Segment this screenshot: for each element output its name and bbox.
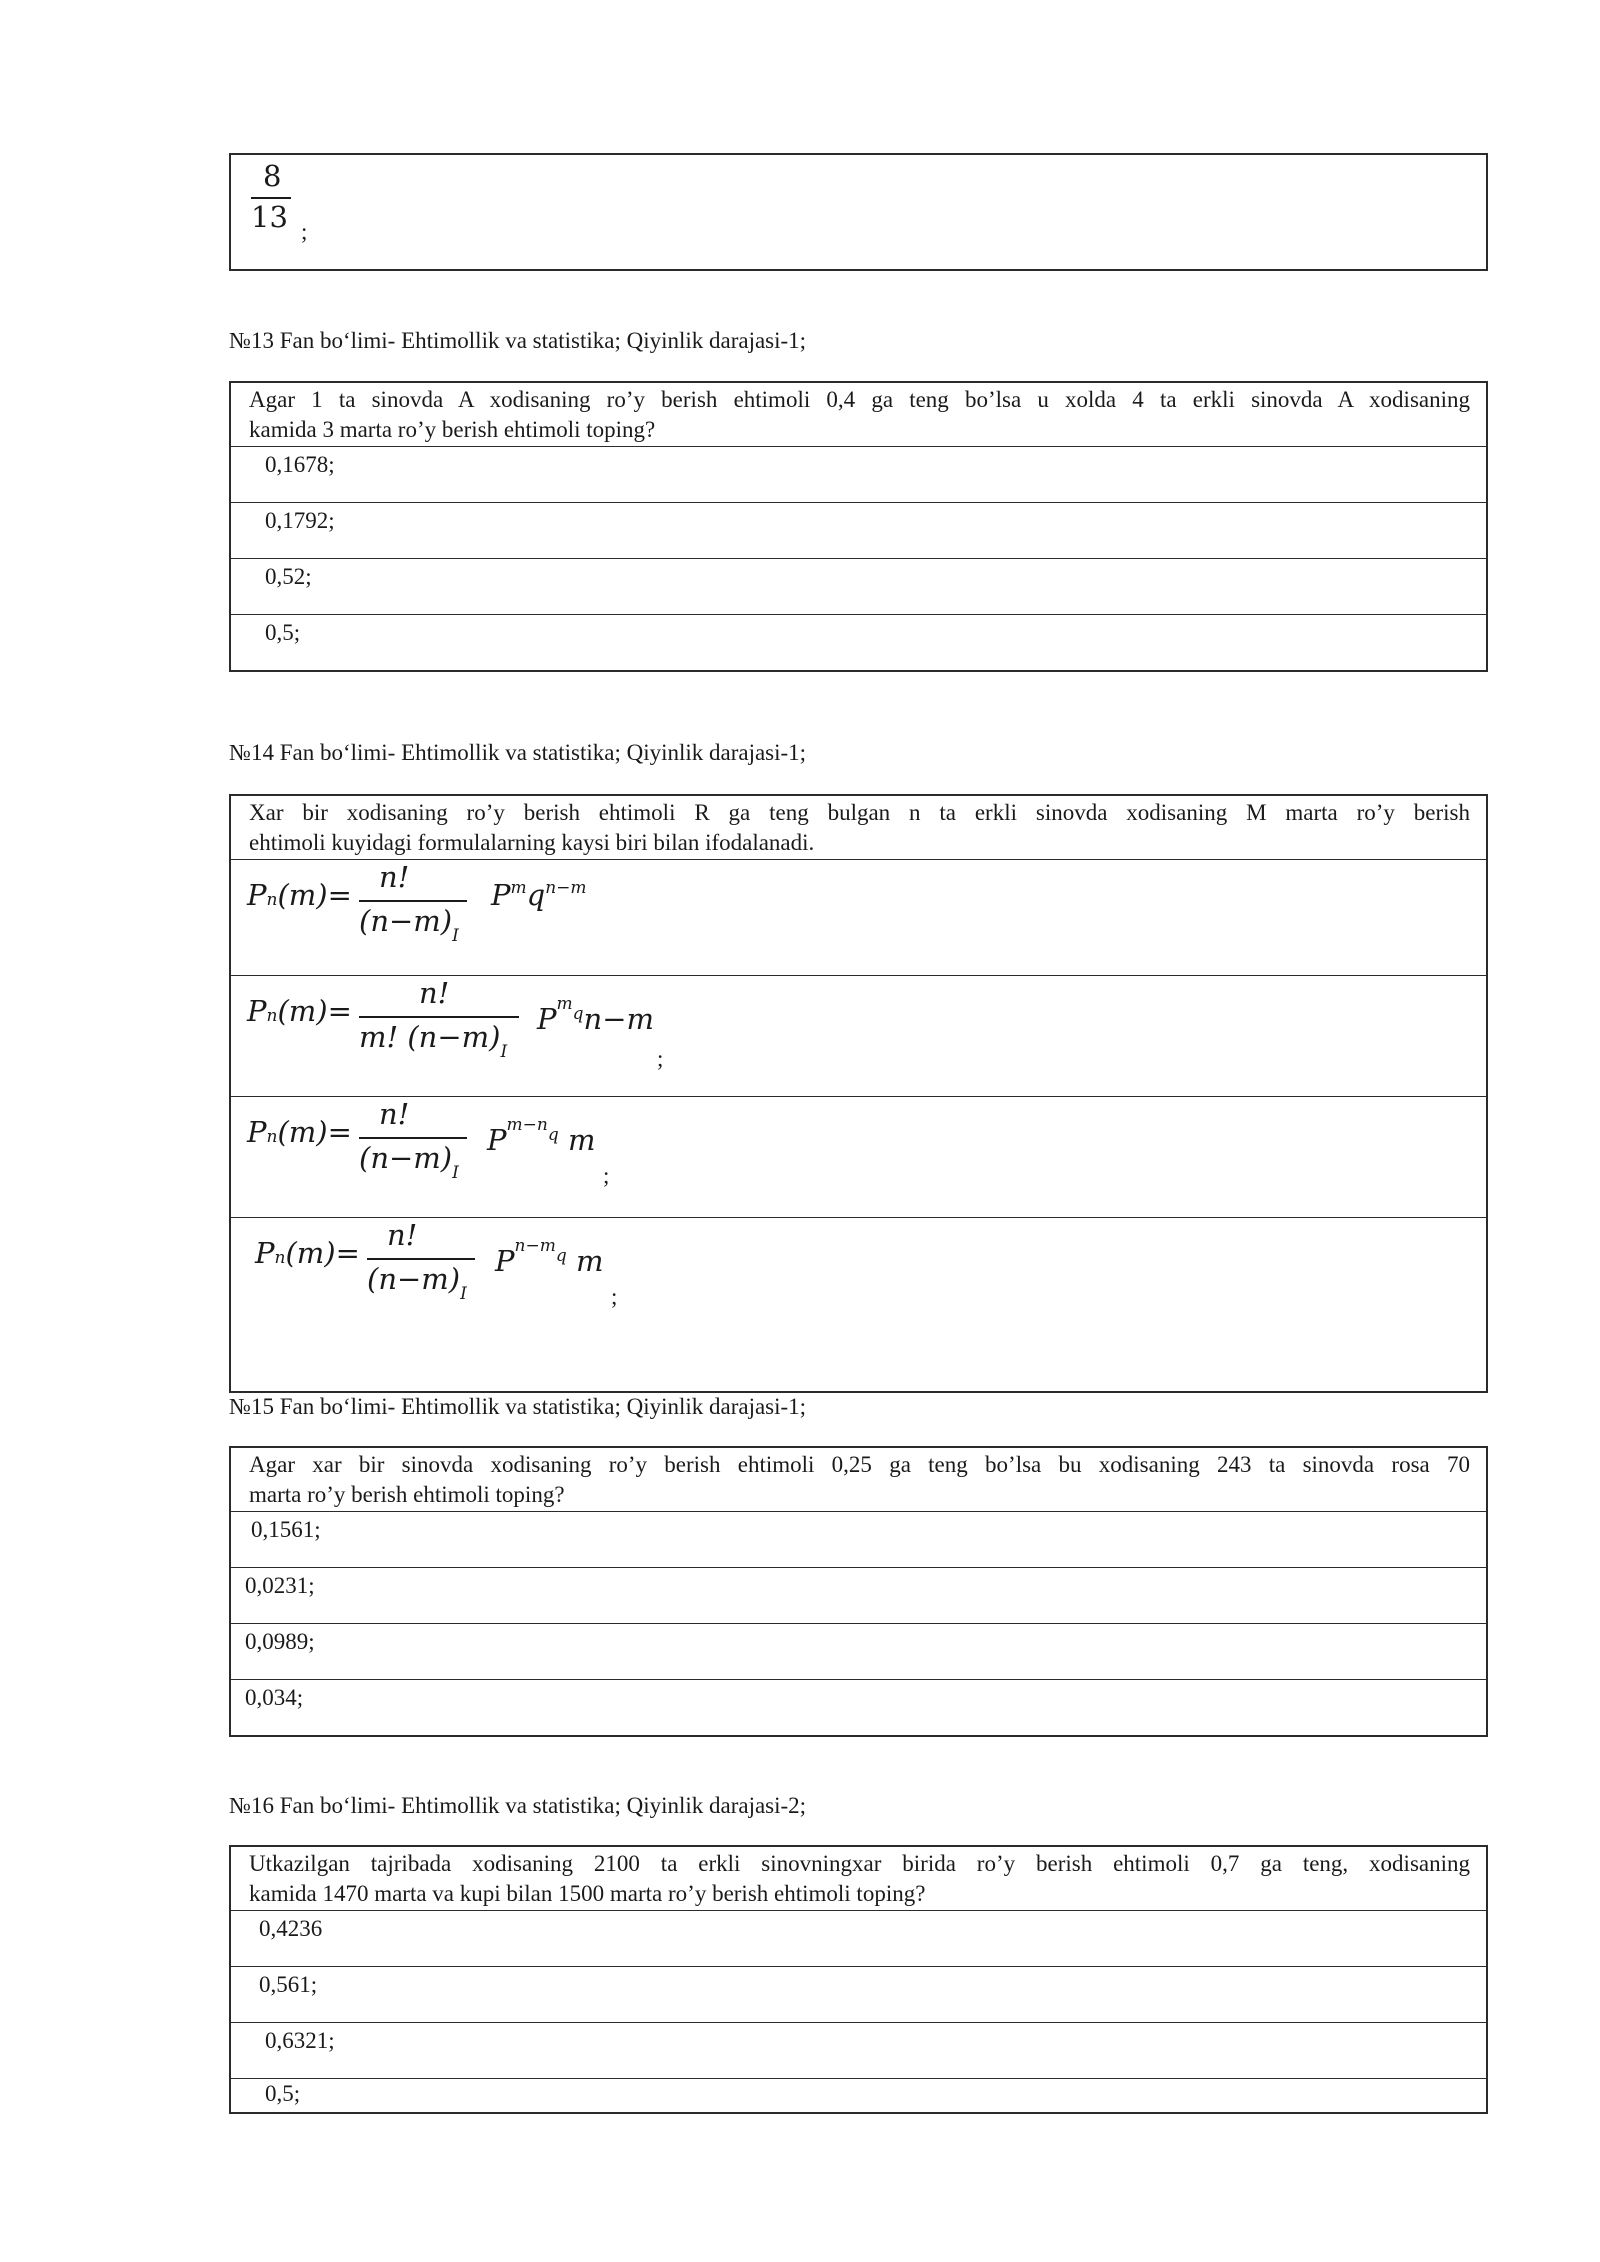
q14-opt2-fraction-bar	[359, 1016, 519, 1018]
q13-table	[229, 381, 1488, 672]
q14-opt3-fraction-bar	[359, 1137, 467, 1139]
q14-opt3-lhs: Pn(m)=	[247, 1115, 352, 1149]
q13-option-3[interactable]	[231, 558, 1486, 614]
q14-opt3-tail: $P^{m-nq}$ m	[487, 1115, 596, 1157]
q15-question	[231, 1448, 1486, 1511]
q16-option-2[interactable]	[231, 1966, 1486, 2022]
q15-option-1[interactable]	[231, 1511, 1486, 1567]
q16-option-2-text: 0,561;	[259, 1972, 318, 1997]
q14-heading: №14 Fan bo‘limi- Ehtimollik va statistika; Qiyinlik darajasi-1;	[229, 740, 807, 765]
q15-option-3[interactable]	[231, 1623, 1486, 1679]
q13-question-line2: kamida 3 marta ro’y berish ehtimoli toping?	[249, 417, 656, 442]
q15-question-line1: Agar xar bir sinovda xodisaning ro’y berish ehtimoli 0,25 ga teng bo’lsa bu xodisaning 243 ta sinovda rosa 70	[249, 1452, 1470, 1477]
q14-question-line1: Xar bir xodisaning ro’y berish ehtimoli R ga teng bulgan n ta erkli sinovda xodisaning M marta ro’y berish	[249, 800, 1470, 825]
q16-option-3-text: 0,6321;	[265, 2028, 335, 2053]
q15-option-3-text: 0,0989;	[245, 1629, 315, 1654]
q13-option-3-text: 0,52;	[265, 564, 312, 589]
q13-heading: №13 Fan bo‘limi- Ehtimollik va statistika; Qiyinlik darajasi-1;	[229, 328, 807, 353]
q14-opt2-lhs: Pn(m)=	[247, 994, 352, 1028]
q14-opt4-fraction-bar	[367, 1258, 475, 1260]
q14-opt4-tail: $P^{n-mq}$ m	[495, 1236, 604, 1278]
q14-option-1[interactable]	[231, 859, 1486, 975]
q14-opt2-tail: $P^{mq}n-m$	[537, 994, 655, 1036]
fraction-suffix: ;	[301, 219, 308, 244]
q16-option-3[interactable]	[231, 2022, 1486, 2078]
q16-option-1-text: 0,4236	[259, 1916, 323, 1941]
q13-question-line1: Agar 1 ta sinovda A xodisaning ro’y berish ehtimoli 0,4 ga teng bo’lsa u xolda 4 ta erkli sinovda A xodisaning	[249, 387, 1470, 412]
q15-table	[229, 1446, 1488, 1737]
q14-opt1-numerator: n!	[379, 860, 410, 894]
q13-option-2[interactable]	[231, 502, 1486, 558]
q14-opt1-fraction-bar	[359, 900, 467, 902]
q15-heading: №15 Fan bo‘limi- Ehtimollik va statistika; Qiyinlik darajasi-1;	[229, 1394, 807, 1419]
answer-box-fraction	[229, 153, 1488, 271]
q16-option-4-text: 0,5;	[265, 2081, 301, 2106]
q14-opt1-denominator: $(n-m)_I$	[359, 904, 459, 946]
q14-option-3[interactable]	[231, 1096, 1486, 1217]
q14-opt2-numerator: n!	[419, 976, 450, 1010]
q15-option-4[interactable]	[231, 1679, 1486, 1735]
q14-question	[231, 796, 1486, 859]
q15-option-2-text: 0,0231;	[245, 1573, 315, 1598]
q14-opt4-denominator: $(n-m)_I$	[367, 1262, 467, 1304]
fraction-bar	[251, 197, 291, 199]
fraction-denominator: 13	[251, 200, 288, 234]
q15-question-line2: marta ro’y berish ehtimoli toping?	[249, 1482, 565, 1507]
q14-opt1-tail: $P^mq^{n-m}$	[491, 878, 587, 912]
q14-opt2-semicolon: ;	[657, 1046, 664, 1071]
q14-opt4-numerator: n!	[387, 1218, 418, 1252]
q13-option-4[interactable]	[231, 614, 1486, 670]
q16-heading: №16 Fan bo‘limi- Ehtimollik va statistika; Qiyinlik darajasi-2;	[229, 1793, 807, 1818]
q14-opt3-denominator: $(n-m)_I$	[359, 1141, 459, 1183]
q14-table	[229, 794, 1488, 1393]
q16-table	[229, 1845, 1488, 2114]
q16-question-line2: kamida 1470 marta va kupi bilan 1500 marta ro’y berish ehtimoli toping?	[249, 1881, 926, 1906]
q14-opt2-denominator: m! $(n-m)_I$	[359, 1020, 508, 1062]
q13-question	[231, 383, 1486, 446]
q16-option-1[interactable]	[231, 1910, 1486, 1966]
q16-option-4[interactable]	[231, 2078, 1486, 2112]
q15-option-1-text: 0,1561;	[251, 1517, 321, 1542]
q13-option-2-text: 0,1792;	[265, 508, 335, 533]
q15-option-2[interactable]	[231, 1567, 1486, 1623]
q16-question	[231, 1847, 1486, 1910]
q14-opt3-semicolon: ;	[603, 1163, 610, 1188]
q14-option-4[interactable]	[231, 1217, 1486, 1392]
q15-option-4-text: 0,034;	[245, 1685, 304, 1710]
q14-option-2[interactable]	[231, 975, 1486, 1096]
q13-option-4-text: 0,5;	[265, 620, 301, 645]
q14-opt3-numerator: n!	[379, 1097, 410, 1131]
q14-question-line2: ehtimoli kuyidagi formulalarning kaysi biri bilan ifodalanadi.	[249, 830, 815, 855]
q13-option-1[interactable]	[231, 446, 1486, 502]
q13-option-1-text: 0,1678;	[265, 452, 335, 477]
q14-opt4-lhs: Pn(m)=	[255, 1236, 360, 1270]
q14-opt4-semicolon: ;	[611, 1284, 618, 1309]
fraction-numerator: 8	[263, 159, 282, 193]
q14-opt1-lhs: Pn(m)=	[247, 878, 352, 912]
q16-question-line1: Utkazilgan tajribada xodisaning 2100 ta erkli sinovningxar birida ro’y berish ehtimoli 0,7 ga teng, xodisaning	[249, 1851, 1470, 1876]
